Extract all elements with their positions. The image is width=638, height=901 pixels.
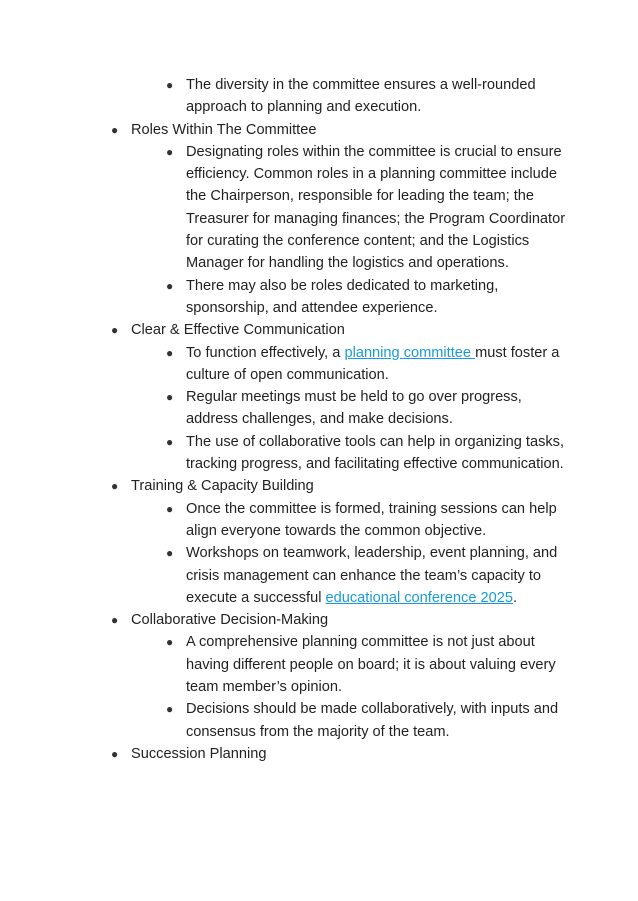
list-item [0,631,566,698]
list-item-heading: Roles Within The Committee [131,121,317,138]
list-item [0,431,566,476]
list-item [0,342,566,387]
list-item-heading: Clear & Effective Communication [131,322,345,339]
text-before-link: To function effectively, a [186,344,345,361]
text-before-link: Workshops on teamwork, leadership, event planning, and crisis management can enhance the team’s capacity to execute a successful [186,545,558,606]
list-item [0,475,571,497]
list-item-text: The diversity in the committee ensures a well-rounded approach to planning and execution. [186,77,536,116]
list-item-text: Designating roles within the committee is crucial to ensure efficiency. Common roles in a planning committee include the Chairperson, responsible for leading the team; the Treasurer for managing finances; the Program Coordinator for curating the conference content; and the Logistics Manager for handling the logistics and operations. [186,143,566,272]
list-item-text: Once the committee is formed, training sessions can help align everyone towards the common objective. [186,500,557,539]
list-item-text [186,345,559,383]
list-item [0,609,571,631]
planning-committee-link[interactable]: planning committee [344,344,476,361]
list-item [0,743,571,765]
bullet-list [0,74,638,765]
bullet-icon: ● [111,479,119,494]
list-item [0,275,566,320]
bullet-icon: ● [166,501,174,516]
text-after-link: must foster a culture of open communication. [186,344,560,383]
list-item-heading: Collaborative Decision-Making [131,612,329,629]
list-item [0,386,566,431]
list-item [0,542,566,609]
educational-conference-link[interactable]: educational conference 2025 [325,589,513,606]
text-after-link: . [512,589,518,606]
list-item-text [186,545,557,606]
list-item [0,319,571,341]
list-item [0,74,566,119]
list-item [0,119,571,141]
bullet-icon: ● [166,635,174,650]
list-item [0,698,566,743]
bullet-icon: ● [166,278,174,293]
bullet-icon: ● [166,78,174,92]
bullet-icon: ● [166,144,174,159]
list-item-text: Regular meetings must be held to go over progress, address challenges, and make decisions. [186,389,522,428]
list-item [0,141,566,275]
bullet-icon: ● [111,613,119,628]
bullet-icon: ● [166,434,174,449]
bullet-icon: ● [166,390,174,405]
list-item-heading: Succession Planning [131,745,267,762]
bullet-icon: ● [111,323,119,338]
bullet-icon: ● [111,122,119,137]
bullet-icon: ● [166,345,174,360]
list-item-text: There may also be roles dedicated to marketing, sponsorship, and attendee experience. [186,277,499,316]
list-item-text: The use of collaborative tools can help in organizing tasks, tracking progress, and facilitating effective communication. [186,433,565,473]
bullet-icon: ● [166,546,174,561]
list-item-text: Decisions should be made collaboratively, with inputs and consensus from the majority of the team. [186,701,559,740]
list-item [0,498,566,543]
bullet-icon: ● [166,702,174,717]
bullet-icon: ● [111,746,119,761]
list-item-heading: Training & Capacity Building [131,478,314,495]
list-item-text: A comprehensive planning committee is not just about having different people on board; it is about valuing every team member’s opinion. [186,634,556,696]
